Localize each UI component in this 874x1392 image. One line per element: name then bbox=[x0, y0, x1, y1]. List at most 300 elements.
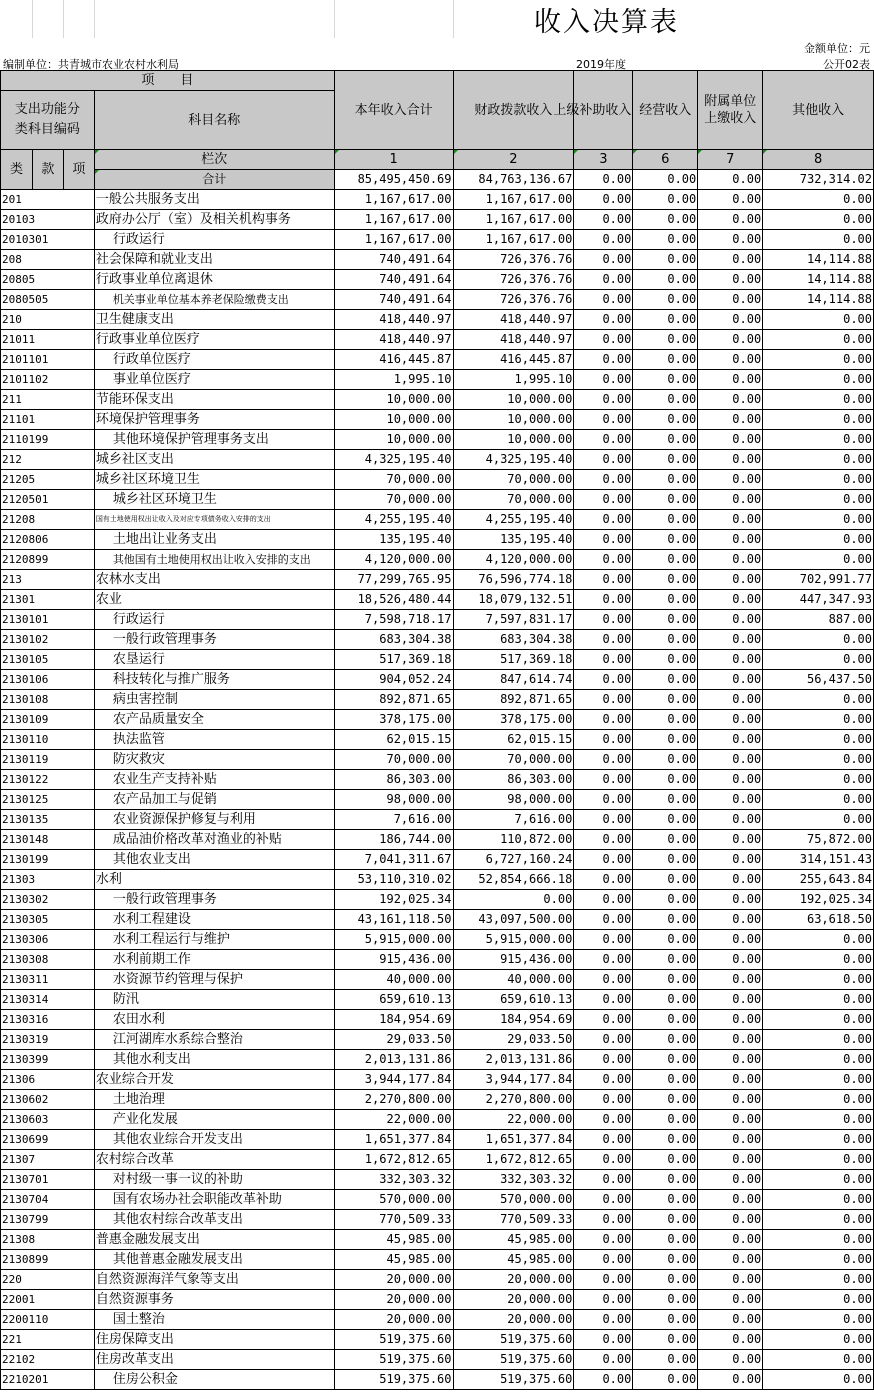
amount-cell: 416,445.87 bbox=[334, 350, 453, 370]
subject-name: 防汛 bbox=[94, 990, 334, 1010]
header-row-1 bbox=[1, 71, 874, 91]
amount-cell: 0.00 bbox=[763, 410, 874, 430]
function-code: 2130704 bbox=[1, 1190, 95, 1210]
amount-cell: 416,445.87 bbox=[453, 350, 574, 370]
amount-cell: 0.00 bbox=[698, 630, 763, 650]
amount-cell: 1,167,617.00 bbox=[453, 190, 574, 210]
amount-cell: 0.00 bbox=[574, 870, 633, 890]
amount-cell: 726,376.76 bbox=[453, 250, 574, 270]
amount-cell: 4,325,195.40 bbox=[334, 450, 453, 470]
amount-cell: 0.00 bbox=[633, 630, 698, 650]
amount-cell: 1,995.10 bbox=[453, 370, 574, 390]
amount-cell: 22,000.00 bbox=[334, 1110, 453, 1130]
amount-cell: 0.00 bbox=[698, 750, 763, 770]
subject-name: 其他环境保护管理事务支出 bbox=[94, 430, 334, 450]
amount-cell: 0.00 bbox=[574, 1230, 633, 1250]
amount-cell: 0.00 bbox=[633, 710, 698, 730]
year-label: 2019年度 bbox=[576, 58, 626, 71]
amount-cell: 519,375.60 bbox=[334, 1350, 453, 1370]
amount-cell: 0.00 bbox=[633, 1070, 698, 1090]
amount-cell: 418,440.97 bbox=[453, 310, 574, 330]
amount-cell: 70,000.00 bbox=[453, 750, 574, 770]
amount-cell: 519,375.60 bbox=[453, 1330, 574, 1350]
table-row bbox=[1, 750, 874, 770]
table-row bbox=[1, 450, 874, 470]
amount-cell: 0.00 bbox=[633, 1090, 698, 1110]
amount-cell: 0.00 bbox=[633, 870, 698, 890]
function-code: 21301 bbox=[1, 590, 95, 610]
amount-cell: 0.00 bbox=[763, 1110, 874, 1130]
amount-cell: 40,000.00 bbox=[453, 970, 574, 990]
amount-cell: 0.00 bbox=[698, 1290, 763, 1310]
amount-cell: 892,871.65 bbox=[334, 690, 453, 710]
table-row bbox=[1, 590, 874, 610]
amount-cell: 0.00 bbox=[633, 750, 698, 770]
subject-name: 行政运行 bbox=[94, 230, 334, 250]
amount-cell: 418,440.97 bbox=[334, 330, 453, 350]
subject-name: 执法监管 bbox=[94, 730, 334, 750]
amount-cell: 0.00 bbox=[574, 1010, 633, 1030]
amount-cell: 0.00 bbox=[633, 370, 698, 390]
subject-name: 政府办公厅（室）及相关机构事务 bbox=[94, 210, 334, 230]
amount-cell: 0.00 bbox=[633, 930, 698, 950]
amount-cell: 519,375.60 bbox=[334, 1330, 453, 1350]
amount-cell: 98,000.00 bbox=[453, 790, 574, 810]
col-no-3: 3 bbox=[574, 150, 633, 170]
col-no-1: 1 bbox=[334, 150, 453, 170]
amount-cell: 740,491.64 bbox=[334, 270, 453, 290]
amount-cell: 1,995.10 bbox=[334, 370, 453, 390]
subject-name: 国有农场办社会职能改革补助 bbox=[94, 1190, 334, 1210]
table-row bbox=[1, 1050, 874, 1070]
amount-cell: 0.00 bbox=[698, 970, 763, 990]
amount-cell: 0.00 bbox=[698, 1350, 763, 1370]
amount-cell: 0.00 bbox=[763, 1150, 874, 1170]
subject-name: 行政事业单位离退休 bbox=[94, 270, 334, 290]
subject-name: 水资源节约管理与保护 bbox=[94, 970, 334, 990]
amount-cell: 2,270,800.00 bbox=[334, 1090, 453, 1110]
function-code: 2101101 bbox=[1, 350, 95, 370]
amount-cell: 0.00 bbox=[574, 270, 633, 290]
amount-cell: 0.00 bbox=[633, 210, 698, 230]
business-income-header: 经营收入 bbox=[633, 71, 698, 150]
amount-cell: 0.00 bbox=[763, 1070, 874, 1090]
heji-label: 合计 bbox=[94, 170, 334, 190]
total-value: 732,314.02 bbox=[763, 170, 874, 190]
subject-name: 农业综合开发 bbox=[94, 1070, 334, 1090]
amount-cell: 0.00 bbox=[633, 1150, 698, 1170]
table-row bbox=[1, 650, 874, 670]
amount-cell: 332,303.32 bbox=[334, 1170, 453, 1190]
amount-cell: 0.00 bbox=[698, 190, 763, 210]
amount-cell: 18,079,132.51 bbox=[453, 590, 574, 610]
subject-name: 农产品质量安全 bbox=[94, 710, 334, 730]
subject-name: 自然资源事务 bbox=[94, 1290, 334, 1310]
amount-cell: 0.00 bbox=[574, 490, 633, 510]
amount-cell: 0.00 bbox=[633, 470, 698, 490]
subject-name: 其他国有土地使用权出让收入安排的支出 bbox=[94, 550, 334, 570]
table-row bbox=[1, 410, 874, 430]
amount-cell: 0.00 bbox=[633, 1290, 698, 1310]
amount-cell: 70,000.00 bbox=[453, 490, 574, 510]
amount-cell: 0.00 bbox=[574, 430, 633, 450]
amount-cell: 0.00 bbox=[574, 310, 633, 330]
amount-cell: 726,376.76 bbox=[453, 290, 574, 310]
amount-cell: 76,596,774.18 bbox=[453, 570, 574, 590]
amount-cell: 0.00 bbox=[633, 1370, 698, 1390]
amount-cell: 0.00 bbox=[698, 1330, 763, 1350]
function-code: 2010301 bbox=[1, 230, 95, 250]
function-code: 208 bbox=[1, 250, 95, 270]
amount-cell: 0.00 bbox=[574, 1070, 633, 1090]
amount-cell: 0.00 bbox=[574, 510, 633, 530]
amount-cell: 0.00 bbox=[698, 290, 763, 310]
table-row bbox=[1, 1310, 874, 1330]
subject-name: 住房改革支出 bbox=[94, 1350, 334, 1370]
amount-cell: 0.00 bbox=[698, 530, 763, 550]
amount-cell: 0.00 bbox=[698, 670, 763, 690]
amount-cell: 0.00 bbox=[698, 390, 763, 410]
amount-cell: 0.00 bbox=[698, 1070, 763, 1090]
function-code: 2130308 bbox=[1, 950, 95, 970]
table-row bbox=[1, 610, 874, 630]
subject-name: 农林水支出 bbox=[94, 570, 334, 590]
amount-cell: 184,954.69 bbox=[334, 1010, 453, 1030]
table-row bbox=[1, 350, 874, 370]
amount-cell: 0.00 bbox=[763, 550, 874, 570]
amount-cell: 0.00 bbox=[763, 370, 874, 390]
amount-cell: 0.00 bbox=[698, 930, 763, 950]
function-code: 2130135 bbox=[1, 810, 95, 830]
subject-name: 产业化发展 bbox=[94, 1110, 334, 1130]
amount-cell: 0.00 bbox=[698, 370, 763, 390]
amount-cell: 0.00 bbox=[763, 430, 874, 450]
function-code: 2210201 bbox=[1, 1370, 95, 1390]
amount-cell: 0.00 bbox=[763, 230, 874, 250]
amount-cell: 0.00 bbox=[698, 1050, 763, 1070]
subject-name: 科技转化与推广服务 bbox=[94, 670, 334, 690]
amount-cell: 0.00 bbox=[763, 450, 874, 470]
amount-cell: 0.00 bbox=[574, 730, 633, 750]
amount-cell: 0.00 bbox=[574, 530, 633, 550]
amount-cell: 70,000.00 bbox=[334, 470, 453, 490]
amount-cell: 0.00 bbox=[574, 1090, 633, 1110]
function-code: 2130306 bbox=[1, 930, 95, 950]
table-row bbox=[1, 950, 874, 970]
amount-cell: 0.00 bbox=[574, 410, 633, 430]
function-code: 2120501 bbox=[1, 490, 95, 510]
total-row bbox=[1, 170, 874, 190]
amount-cell: 517,369.18 bbox=[453, 650, 574, 670]
table-row bbox=[1, 530, 874, 550]
amount-cell: 0.00 bbox=[574, 370, 633, 390]
amount-cell: 0.00 bbox=[633, 950, 698, 970]
page-title: 收入决算表 bbox=[534, 6, 679, 38]
table-row bbox=[1, 1190, 874, 1210]
amount-cell: 3,944,177.84 bbox=[334, 1070, 453, 1090]
amount-cell: 0.00 bbox=[453, 890, 574, 910]
other-income-header: 其他收入 bbox=[763, 71, 874, 150]
subject-name: 农田水利 bbox=[94, 1010, 334, 1030]
amount-cell: 0.00 bbox=[633, 1350, 698, 1370]
amount-cell: 0.00 bbox=[698, 330, 763, 350]
amount-cell: 0.00 bbox=[698, 730, 763, 750]
amount-cell: 887.00 bbox=[763, 610, 874, 630]
amount-cell: 0.00 bbox=[698, 350, 763, 370]
subject-name: 水利工程建设 bbox=[94, 910, 334, 930]
amount-cell: 314,151.43 bbox=[763, 850, 874, 870]
amount-cell: 0.00 bbox=[633, 1050, 698, 1070]
total-value: 84,763,136.67 bbox=[453, 170, 574, 190]
amount-cell: 0.00 bbox=[574, 250, 633, 270]
amount-cell: 0.00 bbox=[574, 1150, 633, 1170]
amount-cell: 255,643.84 bbox=[763, 870, 874, 890]
amount-cell: 0.00 bbox=[698, 610, 763, 630]
amount-cell: 0.00 bbox=[763, 330, 874, 350]
amount-cell: 915,436.00 bbox=[453, 950, 574, 970]
amount-cell: 0.00 bbox=[698, 810, 763, 830]
amount-cell: 0.00 bbox=[633, 1210, 698, 1230]
amount-cell: 1,167,617.00 bbox=[334, 190, 453, 210]
amount-cell: 0.00 bbox=[698, 250, 763, 270]
subject-name: 农业 bbox=[94, 590, 334, 610]
amount-cell: 0.00 bbox=[763, 630, 874, 650]
amount-cell: 0.00 bbox=[574, 1050, 633, 1070]
amount-cell: 0.00 bbox=[574, 930, 633, 950]
amount-cell: 0.00 bbox=[698, 1230, 763, 1250]
amount-cell: 0.00 bbox=[633, 350, 698, 370]
table-row bbox=[1, 970, 874, 990]
table-row bbox=[1, 1170, 874, 1190]
table-row bbox=[1, 690, 874, 710]
upper-subsidy-header: 上级补助收入 bbox=[574, 71, 633, 150]
function-code: 2130319 bbox=[1, 1030, 95, 1050]
unit-label: 金额单位：元 bbox=[804, 42, 870, 55]
subject-name: 其他水利支出 bbox=[94, 1050, 334, 1070]
subject-name: 国土整治 bbox=[94, 1310, 334, 1330]
amount-cell: 0.00 bbox=[763, 650, 874, 670]
subject-name: 土地治理 bbox=[94, 1090, 334, 1110]
amount-cell: 10,000.00 bbox=[453, 390, 574, 410]
function-code: 212 bbox=[1, 450, 95, 470]
function-code: 220 bbox=[1, 1270, 95, 1290]
amount-cell: 1,672,812.65 bbox=[453, 1150, 574, 1170]
amount-cell: 0.00 bbox=[574, 450, 633, 470]
amount-cell: 0.00 bbox=[574, 330, 633, 350]
function-code: 2130125 bbox=[1, 790, 95, 810]
amount-cell: 770,509.33 bbox=[334, 1210, 453, 1230]
subject-name: 农村综合改革 bbox=[94, 1150, 334, 1170]
subject-name: 环境保护管理事务 bbox=[94, 410, 334, 430]
table-row bbox=[1, 230, 874, 250]
amount-cell: 18,526,480.44 bbox=[334, 590, 453, 610]
amount-cell: 0.00 bbox=[574, 190, 633, 210]
total-income-header: 本年收入合计 bbox=[334, 71, 453, 150]
amount-cell: 0.00 bbox=[633, 590, 698, 610]
function-code: 2130603 bbox=[1, 1110, 95, 1130]
amount-cell: 0.00 bbox=[763, 210, 874, 230]
amount-cell: 20,000.00 bbox=[334, 1290, 453, 1310]
amount-cell: 570,000.00 bbox=[334, 1190, 453, 1210]
col-no-6: 6 bbox=[633, 150, 698, 170]
amount-cell: 0.00 bbox=[633, 1330, 698, 1350]
col-no-2: 2 bbox=[453, 150, 574, 170]
function-code: 21308 bbox=[1, 1230, 95, 1250]
amount-cell: 0.00 bbox=[698, 1370, 763, 1390]
amount-cell: 0.00 bbox=[574, 790, 633, 810]
total-value: 0.00 bbox=[633, 170, 698, 190]
amount-cell: 0.00 bbox=[574, 550, 633, 570]
amount-cell: 0.00 bbox=[763, 970, 874, 990]
subject-name-header: 科目名称 bbox=[94, 91, 334, 150]
amount-cell: 0.00 bbox=[698, 690, 763, 710]
amount-cell: 7,616.00 bbox=[453, 810, 574, 830]
amount-cell: 0.00 bbox=[574, 630, 633, 650]
amount-cell: 3,944,177.84 bbox=[453, 1070, 574, 1090]
amount-cell: 0.00 bbox=[574, 850, 633, 870]
amount-cell: 519,375.60 bbox=[453, 1370, 574, 1390]
amount-cell: 0.00 bbox=[763, 490, 874, 510]
amount-cell: 0.00 bbox=[763, 1010, 874, 1030]
table-row bbox=[1, 570, 874, 590]
subject-name: 其他普惠金融发展支出 bbox=[94, 1250, 334, 1270]
amount-cell: 0.00 bbox=[633, 730, 698, 750]
amount-cell: 0.00 bbox=[633, 310, 698, 330]
amount-cell: 0.00 bbox=[574, 1270, 633, 1290]
amount-cell: 20,000.00 bbox=[453, 1270, 574, 1290]
amount-cell: 0.00 bbox=[698, 230, 763, 250]
function-code: 2130101 bbox=[1, 610, 95, 630]
amount-cell: 1,672,812.65 bbox=[334, 1150, 453, 1170]
amount-cell: 0.00 bbox=[763, 690, 874, 710]
amount-cell: 0.00 bbox=[633, 230, 698, 250]
amount-cell: 62,015.15 bbox=[334, 730, 453, 750]
function-code: 2130899 bbox=[1, 1250, 95, 1270]
amount-cell: 0.00 bbox=[763, 530, 874, 550]
amount-cell: 4,255,195.40 bbox=[453, 510, 574, 530]
amount-cell: 62,015.15 bbox=[453, 730, 574, 750]
subject-name: 普惠金融发展支出 bbox=[94, 1230, 334, 1250]
amount-cell: 378,175.00 bbox=[334, 710, 453, 730]
form-code: 公开02表 bbox=[823, 58, 870, 71]
amount-cell: 517,369.18 bbox=[334, 650, 453, 670]
subject-name: 行政单位医疗 bbox=[94, 350, 334, 370]
subject-name: 行政事业单位医疗 bbox=[94, 330, 334, 350]
amount-cell: 0.00 bbox=[633, 890, 698, 910]
amount-cell: 0.00 bbox=[698, 510, 763, 530]
function-code: 21205 bbox=[1, 470, 95, 490]
amount-cell: 0.00 bbox=[574, 770, 633, 790]
table-row bbox=[1, 810, 874, 830]
amount-cell: 0.00 bbox=[698, 570, 763, 590]
amount-cell: 29,033.50 bbox=[334, 1030, 453, 1050]
table-row bbox=[1, 330, 874, 350]
amount-cell: 56,437.50 bbox=[763, 670, 874, 690]
amount-cell: 4,255,195.40 bbox=[334, 510, 453, 530]
subject-name: 一般公共服务支出 bbox=[94, 190, 334, 210]
total-value: 0.00 bbox=[574, 170, 633, 190]
function-code: 2130302 bbox=[1, 890, 95, 910]
amount-cell: 0.00 bbox=[698, 1010, 763, 1030]
amount-cell: 0.00 bbox=[633, 1010, 698, 1030]
amount-cell: 0.00 bbox=[698, 870, 763, 890]
function-code: 201 bbox=[1, 190, 95, 210]
amount-cell: 0.00 bbox=[763, 1270, 874, 1290]
amount-cell: 0.00 bbox=[698, 550, 763, 570]
amount-cell: 0.00 bbox=[574, 390, 633, 410]
amount-cell: 0.00 bbox=[633, 770, 698, 790]
amount-cell: 0.00 bbox=[763, 1050, 874, 1070]
amount-cell: 5,915,000.00 bbox=[453, 930, 574, 950]
table-row bbox=[1, 470, 874, 490]
amount-cell: 0.00 bbox=[763, 1030, 874, 1050]
amount-cell: 0.00 bbox=[633, 510, 698, 530]
amount-cell: 0.00 bbox=[633, 670, 698, 690]
total-value: 0.00 bbox=[698, 170, 763, 190]
amount-cell: 0.00 bbox=[698, 1310, 763, 1330]
amount-cell: 0.00 bbox=[574, 1130, 633, 1150]
amount-cell: 0.00 bbox=[763, 1330, 874, 1350]
subject-name: 成品油价格改革对渔业的补贴 bbox=[94, 830, 334, 850]
amount-cell: 86,303.00 bbox=[334, 770, 453, 790]
amount-cell: 110,872.00 bbox=[453, 830, 574, 850]
amount-cell: 0.00 bbox=[633, 850, 698, 870]
function-code: 2130108 bbox=[1, 690, 95, 710]
amount-cell: 0.00 bbox=[574, 1170, 633, 1190]
amount-cell: 45,985.00 bbox=[453, 1250, 574, 1270]
amount-cell: 0.00 bbox=[633, 430, 698, 450]
amount-cell: 0.00 bbox=[698, 890, 763, 910]
amount-cell: 14,114.88 bbox=[763, 270, 874, 290]
func-code-header: 支出功能分 类科目编码 bbox=[1, 91, 95, 150]
amount-cell: 75,872.00 bbox=[763, 830, 874, 850]
amount-cell: 70,000.00 bbox=[334, 750, 453, 770]
amount-cell: 740,491.64 bbox=[334, 290, 453, 310]
amount-cell: 0.00 bbox=[574, 1370, 633, 1390]
amount-cell: 0.00 bbox=[763, 310, 874, 330]
amount-cell: 0.00 bbox=[633, 190, 698, 210]
amount-cell: 10,000.00 bbox=[334, 390, 453, 410]
function-code: 2130199 bbox=[1, 850, 95, 870]
amount-cell: 0.00 bbox=[633, 830, 698, 850]
amount-cell: 14,114.88 bbox=[763, 290, 874, 310]
amount-cell: 0.00 bbox=[698, 770, 763, 790]
amount-cell: 0.00 bbox=[574, 1330, 633, 1350]
table-row bbox=[1, 870, 874, 890]
amount-cell: 52,854,666.18 bbox=[453, 870, 574, 890]
amount-cell: 0.00 bbox=[574, 1210, 633, 1230]
amount-cell: 1,167,617.00 bbox=[453, 230, 574, 250]
amount-cell: 659,610.13 bbox=[453, 990, 574, 1010]
amount-cell: 0.00 bbox=[633, 1110, 698, 1130]
amount-cell: 2,013,131.86 bbox=[334, 1050, 453, 1070]
total-value: 85,495,450.69 bbox=[334, 170, 453, 190]
table-row bbox=[1, 1030, 874, 1050]
function-code: 21307 bbox=[1, 1150, 95, 1170]
amount-cell: 0.00 bbox=[574, 230, 633, 250]
xiang-header: 项 bbox=[63, 150, 94, 190]
amount-cell: 0.00 bbox=[574, 1250, 633, 1270]
amount-cell: 0.00 bbox=[698, 490, 763, 510]
subject-name: 一般行政管理事务 bbox=[94, 890, 334, 910]
amount-cell: 0.00 bbox=[574, 710, 633, 730]
function-code: 211 bbox=[1, 390, 95, 410]
amount-cell: 0.00 bbox=[633, 810, 698, 830]
subject-name: 一般行政管理事务 bbox=[94, 630, 334, 650]
org-label: 编制单位：共青城市农业农村水利局 bbox=[3, 58, 179, 71]
function-code: 22001 bbox=[1, 1290, 95, 1310]
table-row bbox=[1, 310, 874, 330]
